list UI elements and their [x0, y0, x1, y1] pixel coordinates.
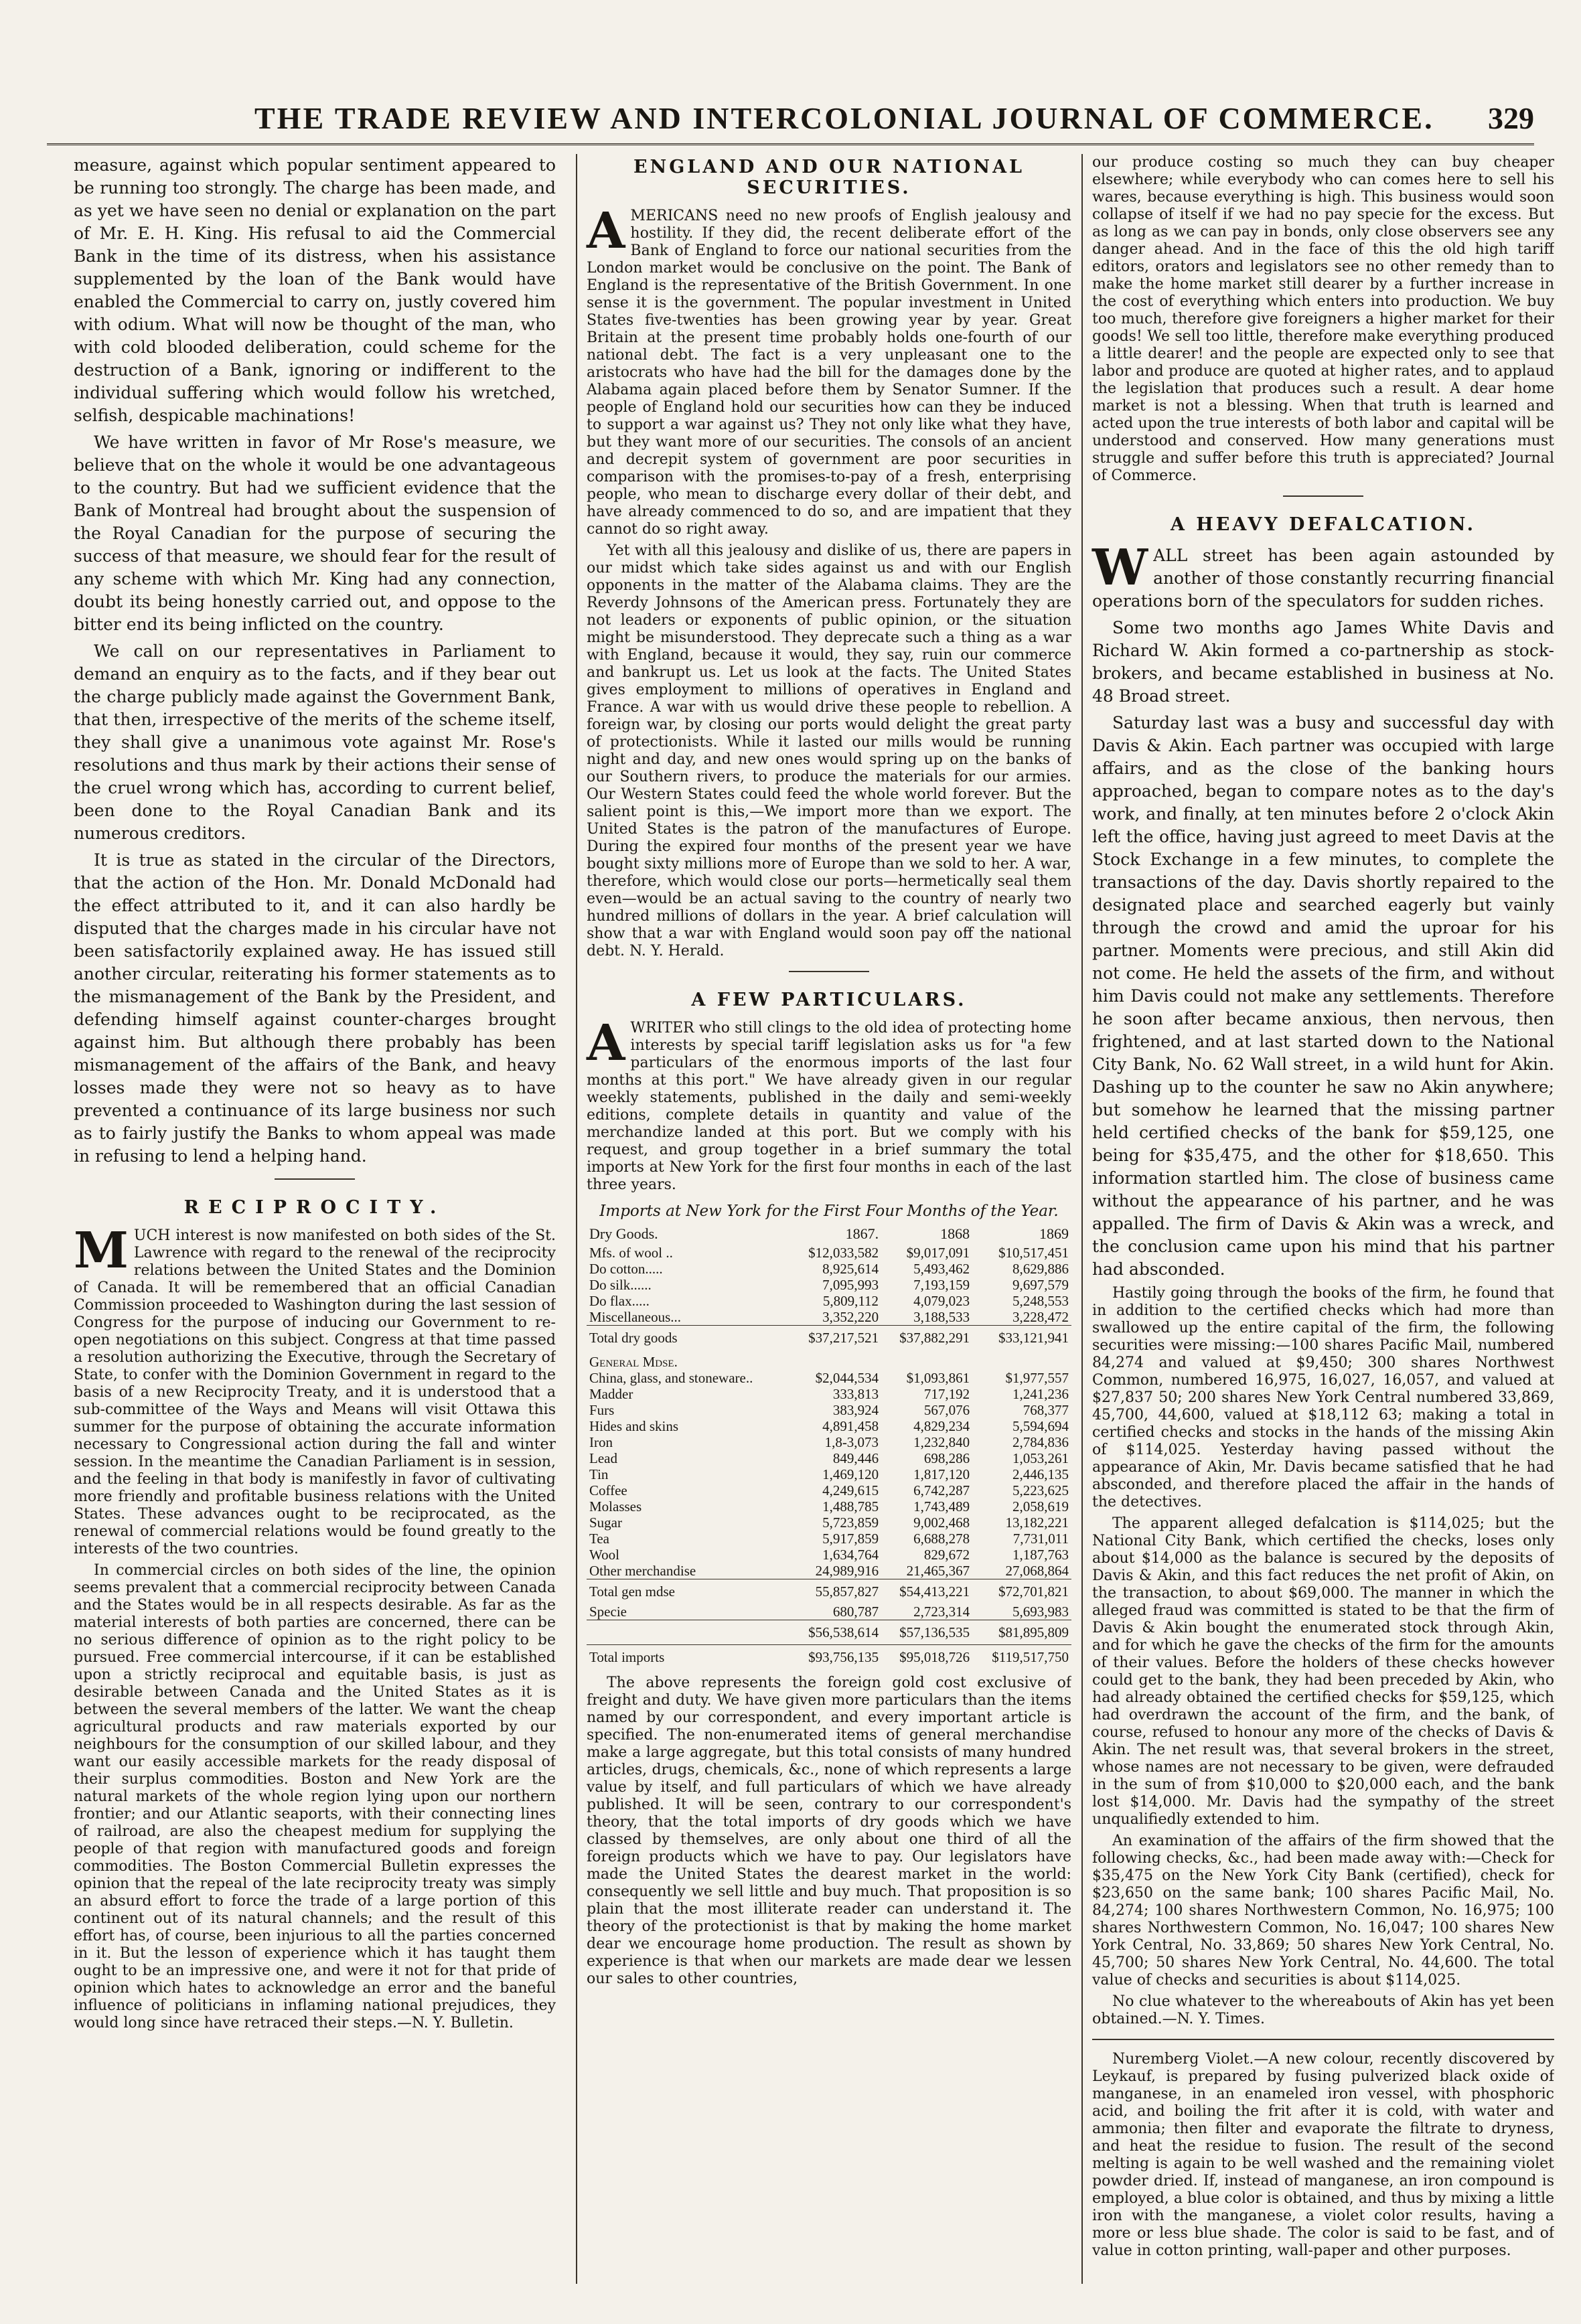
- table-row: [587, 1482, 1071, 1498]
- table-cell-value: 4,079,023: [913, 1293, 970, 1309]
- table-cell-value: $95,018,726: [881, 1645, 972, 1670]
- imports-table: [587, 1226, 1071, 1669]
- divider: [275, 1178, 355, 1180]
- table-row: [587, 1563, 1071, 1579]
- table-row-label: Hides and skins: [589, 1418, 678, 1434]
- table-row-label: Sugar: [589, 1515, 622, 1531]
- table-cell-value: 567,076: [923, 1402, 970, 1418]
- paragraph: It is true as stated in the circular of the Directors, that the action of the Hon. Mr. Donald McDonald had the effect attributed to it, and it can also hardly be disputed that the charges made in his circular have not been satisfactorily explained away. He has issued still another circular, reiterating his former statements as to the mismanagement of the Bank by the President, and defending himself against counter-charges brought against him. But although there probably has been mismanagement of the affairs of the Bank, and heavy losses made they were not so heavy as to have prevented a continuance of its large business nor such as to fairly justify the Banks to whom appeal was made in refusing to lend a helping hand.: [74, 850, 556, 1166]
- table-cell-value: 21,465,367: [906, 1563, 970, 1579]
- table-cell-value: 2,784,836: [1012, 1434, 1069, 1450]
- table-cell-value: 1,634,764: [822, 1547, 879, 1563]
- table-cell-value: 1,187,763: [1012, 1547, 1069, 1563]
- table-body: [587, 1245, 1071, 1669]
- table-cell-value: 7,095,993: [822, 1277, 879, 1293]
- table-row: [587, 1386, 1071, 1402]
- heading-reciprocity: RECIPROCITY.: [183, 1197, 446, 1218]
- table-header-year: 1867.: [845, 1225, 879, 1242]
- table-row-label: Wool: [589, 1547, 619, 1563]
- table-cell-value: 27,068,864: [1005, 1563, 1069, 1579]
- table-cell-value: 2,446,135: [1012, 1466, 1069, 1482]
- drop-cap: A: [587, 1014, 625, 1072]
- table-cell-value: 1,469,120: [822, 1466, 879, 1482]
- table-cell-value: 4,891,458: [822, 1418, 879, 1434]
- table-cell-value: 849,446: [832, 1450, 879, 1466]
- table-row-label: Total imports: [587, 1645, 790, 1670]
- table-cell-value: 1,8-3,073: [824, 1434, 879, 1450]
- column-left: [74, 154, 556, 2284]
- table-row-label: Coffee: [589, 1482, 627, 1498]
- table-cell-value: 7,193,159: [913, 1277, 970, 1293]
- table-cell-value: 24,989,916: [815, 1563, 879, 1579]
- page-number: 329: [1488, 101, 1534, 135]
- table-cell-value: 1,817,120: [913, 1466, 970, 1482]
- divider: [1092, 2039, 1554, 2040]
- divider: [1283, 495, 1363, 497]
- table-row: [587, 1261, 1071, 1277]
- table-row-label: Specie: [589, 1604, 627, 1620]
- table-cell-value: $2,044,534: [815, 1370, 879, 1386]
- table-cell-value: 5,809,112: [822, 1293, 879, 1309]
- table-cell-value: 5,693,983: [1012, 1604, 1069, 1620]
- paragraph: Yet with all this jealousy and dislike of us, there are papers in our midst which take sides against us and with our English opponents in the matter of the Alabama claims. They are the Reverdy Johnsons of the American press. Fortunately they are not leaders or exponents of public opinion, or the situation might be misunderstood. They deprecate such a thing as a war with England, because it would, they say, ruin our commerce and bankrupt us. Let us look at the facts. The United States gives employment to millions of operatives in England and France. A war with us would drive these people to rebellion. A foreign war, by closing our ports would delight the great party of protectionists. While it lasted our mills would be running night and day, and new ones would spring up on the banks of our Southern rivers, to produce the materials for our armies. Our Western States could feed the whole world forever. But the salient point is this,—We import more than we export. The United States is the patron of the manufactures of Europe. During the expired four months of the present year we have bought sixty millions more of Europe than we sold to her. A war, therefore, which would close our ports—hermetically seal them even—would be an actual saving to the country of nearly two hundred millions of dollars in the year. A brief calculation will show that a war with England would soon pay off the national debt. N. Y. Herald.: [587, 542, 1071, 959]
- table-row-label: Madder: [589, 1386, 633, 1402]
- paragraph: AMERICANS need no new proofs of English jealousy and hostility. If they did, the recent deliberate effort of the Bank of England to force our national securities from the London market would be conclusive on the point. The Bank of England is the representative of the British Government. In one sense it is the government. The popular investment in United States five-twenties has been growing year by year. Great Britain at the present time probably holds one-fourth of our national debt. The fact is a very unpleasant one to the aristocrats who have had the bill for the damages done by the Alabama again placed before them by Senator Sumner. If the people of England hold our securities how can they be induced to support a war against us? They not only like what they have, but they want more of our securities. The consols of an ancient and decrepit system of government are poor securities in comparison with the promises-to-pay of a fresh, enterprising people, who mean to discharge every dollar of their debt, and have already commenced to do so, and are impatient that they cannot do so right away.: [587, 202, 1071, 538]
- paragraph: measure, against which popular sentiment appeared to be running too strongly. The charge has been made, and as yet we have seen no denial or explanation on the part of Mr. E. H. King. His refusal to aid the Commercial Bank in the time of its distress, when his assistance supplemented by the loan of the Bank would have enabled the Commercial to carry on, justly covered him with odium. What will now be thought of the man, who with cold blooded deliberation, could scheme for the destruction of a Bank, ignoring or indifferent to the individual suffering which would follow his wretched, selfish, despicable machinations!: [74, 155, 556, 425]
- column-middle: [576, 154, 1071, 2284]
- table-row: [587, 1547, 1071, 1563]
- table-cell-value: $9,017,091: [906, 1245, 970, 1261]
- table-cell-value: 8,629,886: [1012, 1261, 1069, 1277]
- table-cell-value: $72,701,821: [972, 1579, 1071, 1604]
- table-header-row: [587, 1226, 1071, 1245]
- table-cell-value: $54,413,221: [881, 1579, 972, 1604]
- table-cell-value: 1,743,489: [913, 1498, 970, 1515]
- table-cell-value: 4,249,615: [822, 1482, 879, 1498]
- table-header-year: 1869: [1039, 1225, 1069, 1242]
- paragraph: The above represents the foreign gold cost exclusive of freight and duty. We have given more particulars than the items named by our correspondent, and every important article is specified. The non-enumerated items of general merchandise make a large aggregate, but this total consists of many hundred articles, drugs, chemicals, &c., none of which represents a large value by itself, and full particulars of which we have already published. It will be seen, contrary to our correspondent's theory, that the total imports of dry goods which we have classed by themselves, are only about one third of all the foreign products which we have to pay. Our legislators have made the United States the dearest market in the world: consequently we sell little and buy much. That proposition is so plain that the most illiterate reader can understand it. The theory of the protectionist is that by making the home market dear we encourage home production. The result as shown by experience is that when our markets are made dear we lessen our sales to other countries,: [587, 1675, 1071, 1987]
- table-row-label: [587, 1620, 790, 1645]
- paragraph: The apparent alleged defalcation is $114,025; but the National City Bank, which certified the checks, loses only about $14,000 as the balance is secured by the deposits of Davis & Akin, and this fact reduces the net profit of Akin, on the transaction, to about $69,000. The manner in which the alleged fraud was committed is stated to be that the firm of Davis & Akin bought the enumerated stock through Akin, and for which he gave the checks of the firm for the amounts of their values. Before the holders of these checks however could get to the bank, they had been preceded by Akin, who had already obtained the certified checks for $59,125, which had overdrawn the account of the firm, and the bank, of course, refused to honour any more of the checks of Davis & Akin. The net result was, that several brokers in the street, whose names are not necessary to be given, were defrauded in the sum of from $10,000 to $20,000 each, and the bank lost $14,000. Mr. Davis had the sympathy of the street unqualifiedly extended to him.: [1092, 1515, 1554, 1828]
- table-cell-value: 6,742,287: [913, 1482, 970, 1498]
- table-row-label: Do flax.....: [589, 1293, 650, 1309]
- divider: [789, 971, 869, 972]
- table-row-label: Total gen mdse: [587, 1579, 790, 1604]
- table-row-label: Mfs. of wool ..: [589, 1245, 673, 1261]
- table-row: [587, 1434, 1071, 1450]
- table-cell-value: 1,232,840: [913, 1434, 970, 1450]
- masthead: [47, 100, 1534, 145]
- paragraph: AWRITER who still clings to the old idea of protecting home interests by special tariff legislation asks us for "a few particulars of the enormous imports of the last four months at this port." We have already given in our regular weekly statements, published in the daily and semi-weekly editions, complete details in quantity and value of the merchandize landed at this port. But we comply with his request, and group together in a brief summary the total imports at New York for the first four months in each of the last three years.: [587, 1014, 1071, 1193]
- table-row: [587, 1604, 1071, 1620]
- article-violet: [1092, 2051, 1554, 2260]
- journal-title: THE TRADE REVIEW AND INTERCOLONIAL JOURNAL OF COMMERCE.: [254, 101, 1434, 135]
- article-england: [587, 202, 1071, 960]
- columns: [47, 154, 1554, 2284]
- table-row: [587, 1309, 1071, 1326]
- paragraph: WALL street has been again astounded by another of those constantly recurring financial operations born of the speculators for sudden riches.: [1092, 539, 1554, 611]
- table-cell-value: $57,136,535: [881, 1620, 972, 1645]
- paragraph: Saturday last was a busy and successful day with Davis & Akin. Each partner was occupied with large affairs, and as the close of the banking hours approached, began to compare notes as to the day's work, and finally, at ten minutes before 2 o'clock Akin left the office, having just agreed to meet Davis at the Stock Exchange in a few minutes, to complete the transactions of the day. Davis shortly repaired to the designated place and searched eagerly but vainly through the crowd and amid the uproar for his partner. Moments were precious, and still Akin did not come. He held the assets of the firm, and without him Davis could not make any settlements. Therefore he soon after became anxious, then nervous, then frightened, and at last started down to the National City Bank, No. 62 Wall street, in a wild hunt for Akin. Dashing up to the counter he saw no Akin anywhere; but somehow he learned that the missing partner held certified checks of the bank for $59,125, one being for $35,475, and the other for $18,650. This information startled him. The close of business came without the appearance of his partner, and he was appalled. The firm of Davis & Akin was a wreck, and the conclusion came upon his mind that his partner had absconded.: [1092, 713, 1554, 1279]
- table-row-label: Lead: [589, 1450, 617, 1466]
- drop-cap: M: [74, 1222, 129, 1280]
- table-header-label: Dry Goods.: [589, 1225, 658, 1242]
- table-cell-value: 8,925,614: [822, 1261, 879, 1277]
- table-cell-value: 1,241,236: [1012, 1386, 1069, 1402]
- table-row: [587, 1579, 1071, 1604]
- paragraph: An examination of the affairs of the firm showed that the following checks, &c., had been made away with:—Check for $35,475 on the New York City Bank (certified), check for $23,650 on the same bank; 100 shares Pacific Mail, No. 84,274; 100 shares Northwestern Common, No. 16,975; 100 shares Northwestern Common, No. 16,047; 100 shares New York Central, No. 33,869; 50 shares New York Central, No. 45,700; 50 shares New York Central, No. 44,600. The total value of checks and securities is about $114,025.: [1092, 1833, 1554, 1989]
- table-cell-value: 717,192: [923, 1386, 970, 1402]
- article-reciprocity: [74, 1222, 556, 2032]
- table-row-label: Do silk......: [589, 1277, 652, 1293]
- paragraph: We call on our representatives in Parliament to demand an enquiry as to the facts, and if they bear out the charge publicly made against the Government Bank, that then, irrespective of the merits of the scheme itself, they shall give a unanimous vote against Mr. Rose's resolutions and thus mark by their actions their sense of the cruel wrong which has, according to current belief, been done to the Royal Canadian Bank and its numerous creditors.: [74, 641, 556, 843]
- table-row: [587, 1620, 1071, 1645]
- table-cell-value: $10,517,451: [998, 1245, 1069, 1261]
- table-row: [587, 1245, 1071, 1261]
- paragraph: In commercial circles on both sides of the line, the opinion seems prevalent that a commercial reciprocity between Canada and the States would be in all respects desirable. As far as the material interests of both parties are concerned, there can be no serious difference of opinion as to the right policy to be pursued. Free commercial intercourse, if it can be established upon a strictly reciprocal and equitable basis, is just as desirable between Canada and the United States as it is between the several members of the latter. We want the cheap agricultural products and raw materials exported by our neighbours for the consumption of our skilled labour, and they want our easily accessible markets for the ready disposal of their surplus commodities. Boston and New York are the natural markets of the whole region lying upon our northern frontier; and our Atlantic seaports, with their connecting lines of railroad, are also the cheapest medium for supplying the people of that region with manufactured goods and foreign commodities. The Boston Commercial Bulletin expresses the opinion that the repeal of the late reciprocity treaty was simply an absurd effort to force the trade of a large portion of this continent out of its natural channels; and the result of this effort has, of course, been injurious to all the parties concerned in it. But the lesson of experience which it has taught them ought to be an impressive one, and were it not for that pride of opinion which hates to acknowledge an error and the baneful influence of politicians in inflaming national prejudices, they would long since have retraced their steps.—N. Y. Bulletin.: [74, 1562, 556, 2031]
- table-row-label: Do cotton.....: [589, 1261, 663, 1277]
- table-caption: Imports at New York for the First Four Months of the Year.: [599, 1203, 1059, 1220]
- article-particulars-cont: [587, 1675, 1071, 1988]
- table-cell-value: $81,895,809: [972, 1620, 1071, 1645]
- table-row: [587, 1326, 1071, 1350]
- table-cell-value: 3,228,472: [1012, 1309, 1069, 1325]
- table-section-row: [587, 1350, 1071, 1370]
- paragraph: No clue whatever to the whereabouts of Akin has yet been obtained.—N. Y. Times.: [1092, 1993, 1554, 2027]
- table-cell-value: $37,882,291: [881, 1326, 972, 1350]
- table-cell-value: 698,286: [923, 1450, 970, 1466]
- table-cell-value: 383,924: [832, 1402, 879, 1418]
- table-row-label: Molasses: [589, 1498, 642, 1515]
- drop-cap: A: [587, 202, 625, 260]
- table-row: [587, 1645, 1071, 1670]
- table-row: [587, 1466, 1071, 1482]
- table-cell-value: 5,248,553: [1012, 1293, 1069, 1309]
- table-cell-value: 5,917,859: [822, 1531, 879, 1547]
- table-row: [587, 1498, 1071, 1515]
- table-row-label: Miscellaneous...: [589, 1309, 682, 1325]
- table-cell-value: 6,688,278: [913, 1531, 970, 1547]
- table-row: [587, 1293, 1071, 1309]
- table-header-year: 1868: [940, 1225, 970, 1242]
- table-cell-value: 9,002,468: [913, 1515, 970, 1531]
- table-row-label: Tea: [589, 1531, 610, 1547]
- heading-defalcation: A HEAVY DEFALCATION.: [1170, 514, 1477, 535]
- column-right: [1081, 154, 1554, 2284]
- table-cell-value: $119,517,750: [972, 1645, 1071, 1670]
- table-row-label: China, glass, and stoneware..: [589, 1370, 753, 1386]
- table-cell-value: 829,672: [923, 1547, 970, 1563]
- table-cell-value: 5,223,625: [1012, 1482, 1069, 1498]
- table-cell-value: $1,977,557: [1005, 1370, 1069, 1386]
- paragraph: MUCH interest is now manifested on both sides of the St. Lawrence with regard to the renewal of the reciprocity relations between the United States and the Dominion of Canada. It will be remembered that an official Canadian Commission proceeded to Washington during the last session of Congress for the purpose of inducing our Government to re-open negotiations on this subject. Congress at that time passed a resolution authorizing the Executive, through the Secretary of State, to confer with the Dominion Government in regard to the basis of a new Reciprocity Treaty, and it is understood that a sub-committee of the Ways and Means will visit Ottawa this summer for the purpose of obtaining the accurate information necessary to Congressional action during the fall and winter session. In the meantime the Canadian Parliament is in session, and the feeling in that body is manifestly in favor of cultivating more friendly and profitable business relations with the United States. These advances ought to be reciprocated, as the renewal of commercial relations would be found greatly to the interests of the two countries.: [74, 1222, 556, 1557]
- heading-england: ENGLAND AND OUR NATIONAL SECURITIES.: [633, 157, 1025, 198]
- table-cell-value: 3,352,220: [822, 1309, 879, 1325]
- table-row: [587, 1515, 1071, 1531]
- table-row-label: Tin: [589, 1466, 609, 1482]
- table-cell-value: $33,121,941: [972, 1326, 1071, 1350]
- paragraph: our produce costing so much they can buy cheaper elsewhere; while everybody who can comes here to sell his wares, because everything is high. This business would soon collapse of itself if we had no pay specie for the excess. But as long as we can pay in bonds, only close observers see any danger ahead. And in the face of this the old high tariff editors, orators and legislators see no other remedy than to make the home market still dearer by a further increase in the cost of everything which enters into production. We buy too much, therefore give foreigners a higher market for their goods! We sell too little, therefore make everything produced a little dearer! and the people are expected only to see that labor and produce are quoted at higher rates, and to applaud the legislation that produces such a result. A dear home market is not a blessing. When that truth is learned and acted upon the true interests of both labor and capital will be understood and conserved. How many generations must struggle and suffer before this truth is appreciated? Journal of Commerce.: [1092, 154, 1554, 484]
- table-cell-value: 5,723,859: [822, 1515, 879, 1531]
- table-cell-value: $12,033,582: [808, 1245, 879, 1261]
- table-cell-value: 768,377: [1023, 1402, 1069, 1418]
- table-row-label: Furs: [589, 1402, 615, 1418]
- heading-particulars: A FEW PARTICULARS.: [691, 990, 967, 1010]
- table-row: [587, 1531, 1071, 1547]
- table-cell-value: 7,731,011: [1012, 1531, 1069, 1547]
- table-row: [587, 1402, 1071, 1418]
- table-row: [587, 1277, 1071, 1293]
- table-row: [587, 1418, 1071, 1434]
- table-cell-value: 2,058,619: [1012, 1498, 1069, 1515]
- table-section-label: General Mdse.: [589, 1354, 678, 1370]
- paragraph: Some two months ago James White Davis and Richard W. Akin formed a co-partnership as stock-brokers, and became established in business at No. 48 Broad street.: [1092, 618, 1554, 706]
- drop-cap: W: [1092, 539, 1148, 597]
- table-row-label: Total dry goods: [587, 1326, 790, 1350]
- table-row: [587, 1370, 1071, 1386]
- table-cell-value: 5,594,694: [1012, 1418, 1069, 1434]
- table-row-label: Other merchandise: [589, 1563, 696, 1579]
- article-tariff-cont: [1092, 154, 1554, 485]
- paragraph: We have written in favor of Mr Rose's measure, we believe that on the whole it would be one advantageous to the country. But had we sufficient evidence that the Bank of Montreal had brought about the suspension of the Royal Canadian for the purpose of securing the success of that measure, we should fear for the result of any scheme with which Mr. King had any connection, doubt its being honestly carried out, and oppose to the bitter end its being inflicted on the country.: [74, 433, 556, 634]
- table-cell-value: $1,093,861: [906, 1370, 970, 1386]
- table-cell-value: $56,538,614: [790, 1620, 881, 1645]
- table-row-label: Iron: [589, 1434, 613, 1450]
- table-row: [587, 1450, 1071, 1466]
- article-defalcation-cont: [1092, 1285, 1554, 2028]
- table-cell-value: 1,053,261: [1012, 1450, 1069, 1466]
- table-cell-value: 9,697,579: [1012, 1277, 1069, 1293]
- table-cell-value: 3,188,533: [913, 1309, 970, 1325]
- table-cell-value: 1,488,785: [822, 1498, 879, 1515]
- paragraph: Nuremberg Violet.—A new colour, recently discovered by Leykauf, is prepared by fusing pulverized black oxide of manganese, in an enameled iron vessel, with phosphoric acid, and boiling the frit after it is cold, with water and ammonia; then filter and evaporate the filtrate to dryness, and heat the residue to fusion. The result of the second melting is again to be well washed and the remaining violet powder dried. If, instead of manganese, an iron compound is employed, a blue color is obtained, and thus by mixing a little iron with the manganese, a violet color results, having a more or less blue shade. The color is said to be fast, and of value in cotton printing, wall-paper and other purposes.: [1092, 2051, 1554, 2259]
- table-cell-value: 5,493,462: [913, 1261, 970, 1277]
- table-cell-value: 4,829,234: [913, 1418, 970, 1434]
- table-cell-value: 2,723,314: [913, 1604, 970, 1620]
- table-cell-value: 333,813: [832, 1386, 879, 1402]
- table-cell-value: 680,787: [832, 1604, 879, 1620]
- table-cell-value: 13,182,221: [1005, 1515, 1069, 1531]
- table-cell-value: $37,217,521: [790, 1326, 881, 1350]
- article-particulars: [587, 1014, 1071, 1194]
- table-cell-value: 55,857,827: [790, 1579, 881, 1604]
- table-cell-value: $93,756,135: [790, 1645, 881, 1670]
- paragraph: Hastily going through the books of the firm, he found that in addition to the certified checks which had more than swallowed up the entire capital of the firm, the following securities were missing:—100 shares Pacific Mail, numbered 84,274 and valued at $9,450; 300 shares Northwest Common, numbered 16,975, 16,027, 16,057, and valued at $27,837 50; 200 shares New York Central numbered 33,869, 45,700, 44,600, valued at $18,112 63; making a total in certified checks and stocks in the hands of the missing Akin of $114,025. Yesterday having passed without the appearance of Akin, Mr. Davis became satisfied that he had absconded, and therefore placed the affair in the hands of the detectives.: [1092, 1285, 1554, 1510]
